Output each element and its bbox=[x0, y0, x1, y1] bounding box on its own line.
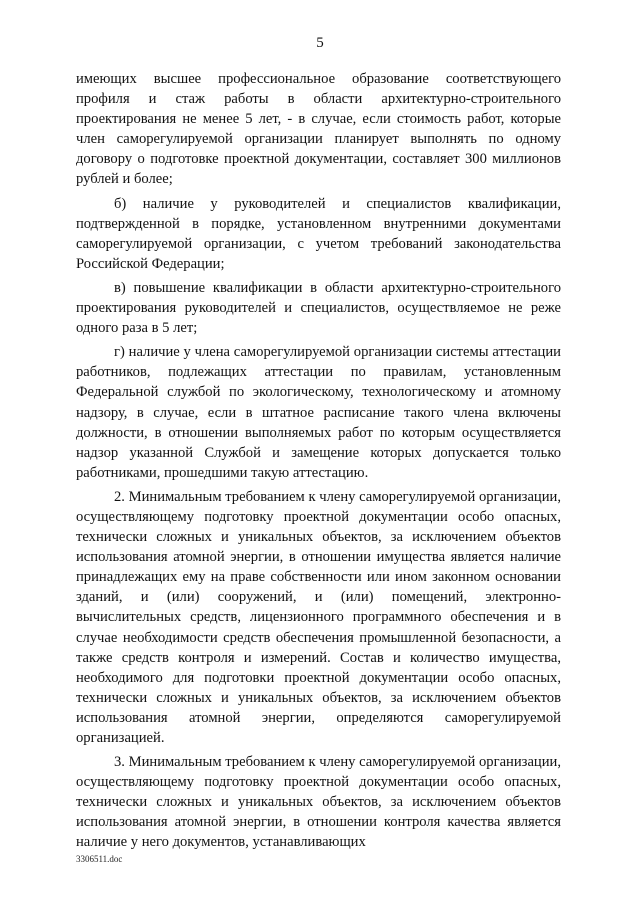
footer-file-code: 3306511.doc bbox=[76, 854, 123, 864]
document-body bbox=[76, 69, 561, 857]
paragraph-section-3: 3. Минимальным требованием к члену саморегулируемой организации, осуществляющему подготовку проектной документации особо опасных, технически сложных и уникальных объектов, за исключением объектов использования атомной энергии, в отношении контроля качества является наличие у него документов, устанавливающих bbox=[76, 754, 561, 851]
page-number: 5 bbox=[316, 35, 324, 51]
paragraph-item-b: б) наличие у руководителей и специалистов квалификации, подтвержденной в порядке, установленном внутренними документами саморегулируемой организации, с учетом требований законодательства Российской Федерации; bbox=[76, 195, 561, 272]
paragraph-item-g: г) наличие у члена саморегулируемой организации системы аттестации работников, подлежащих аттестации по правилам, установленным Федеральной службой по экологическому, технологическому и атомному надзору, в случае, если в штатное расписание такого члена включены должности, в отношении выполняемых работ по которым осуществляется надзор указанной Службой и замещение которых допускается только работниками, прошедшими такую аттестацию. bbox=[76, 344, 561, 481]
paragraph-section-2: 2. Минимальным требованием к члену саморегулируемой организации, осуществляющему подготовку проектной документации особо опасных, технически сложных и уникальных объектов, за исключением объектов использования атомной энергии, в отношении имущества является наличие принадлежащих ему на праве собственности или ином законном основании зданий, и (или) сооружений, и (или) помещений, электронно-вычислительных средств, лицензионного программного обеспечения и в случае необходимости средств обеспечения промышленной безопасности, а также средств контроля и измерений. Состав и количество имущества, необходимого для подготовки проектной документации особо опасных, технически сложных и уникальных объектов, за исключением объектов использования атомной энергии, определяются саморегулируемой организацией. bbox=[76, 488, 561, 746]
paragraph-item-v: в) повышение квалификации в области архитектурно-строительного проектирования руководителей и специалистов, осуществляемое не реже одного раза в 5 лет; bbox=[76, 279, 561, 337]
paragraph-continuation: имеющих высшее профессиональное образование соответствующего профиля и стаж работы в области архитектурно-строительного проектирования не менее 5 лет, - в случае, если стоимость работ, которые член саморегулируемой организации планирует выполнять по одному договору о подготовке проектной документации, составляет 300 миллионов рублей и более; bbox=[76, 71, 561, 188]
